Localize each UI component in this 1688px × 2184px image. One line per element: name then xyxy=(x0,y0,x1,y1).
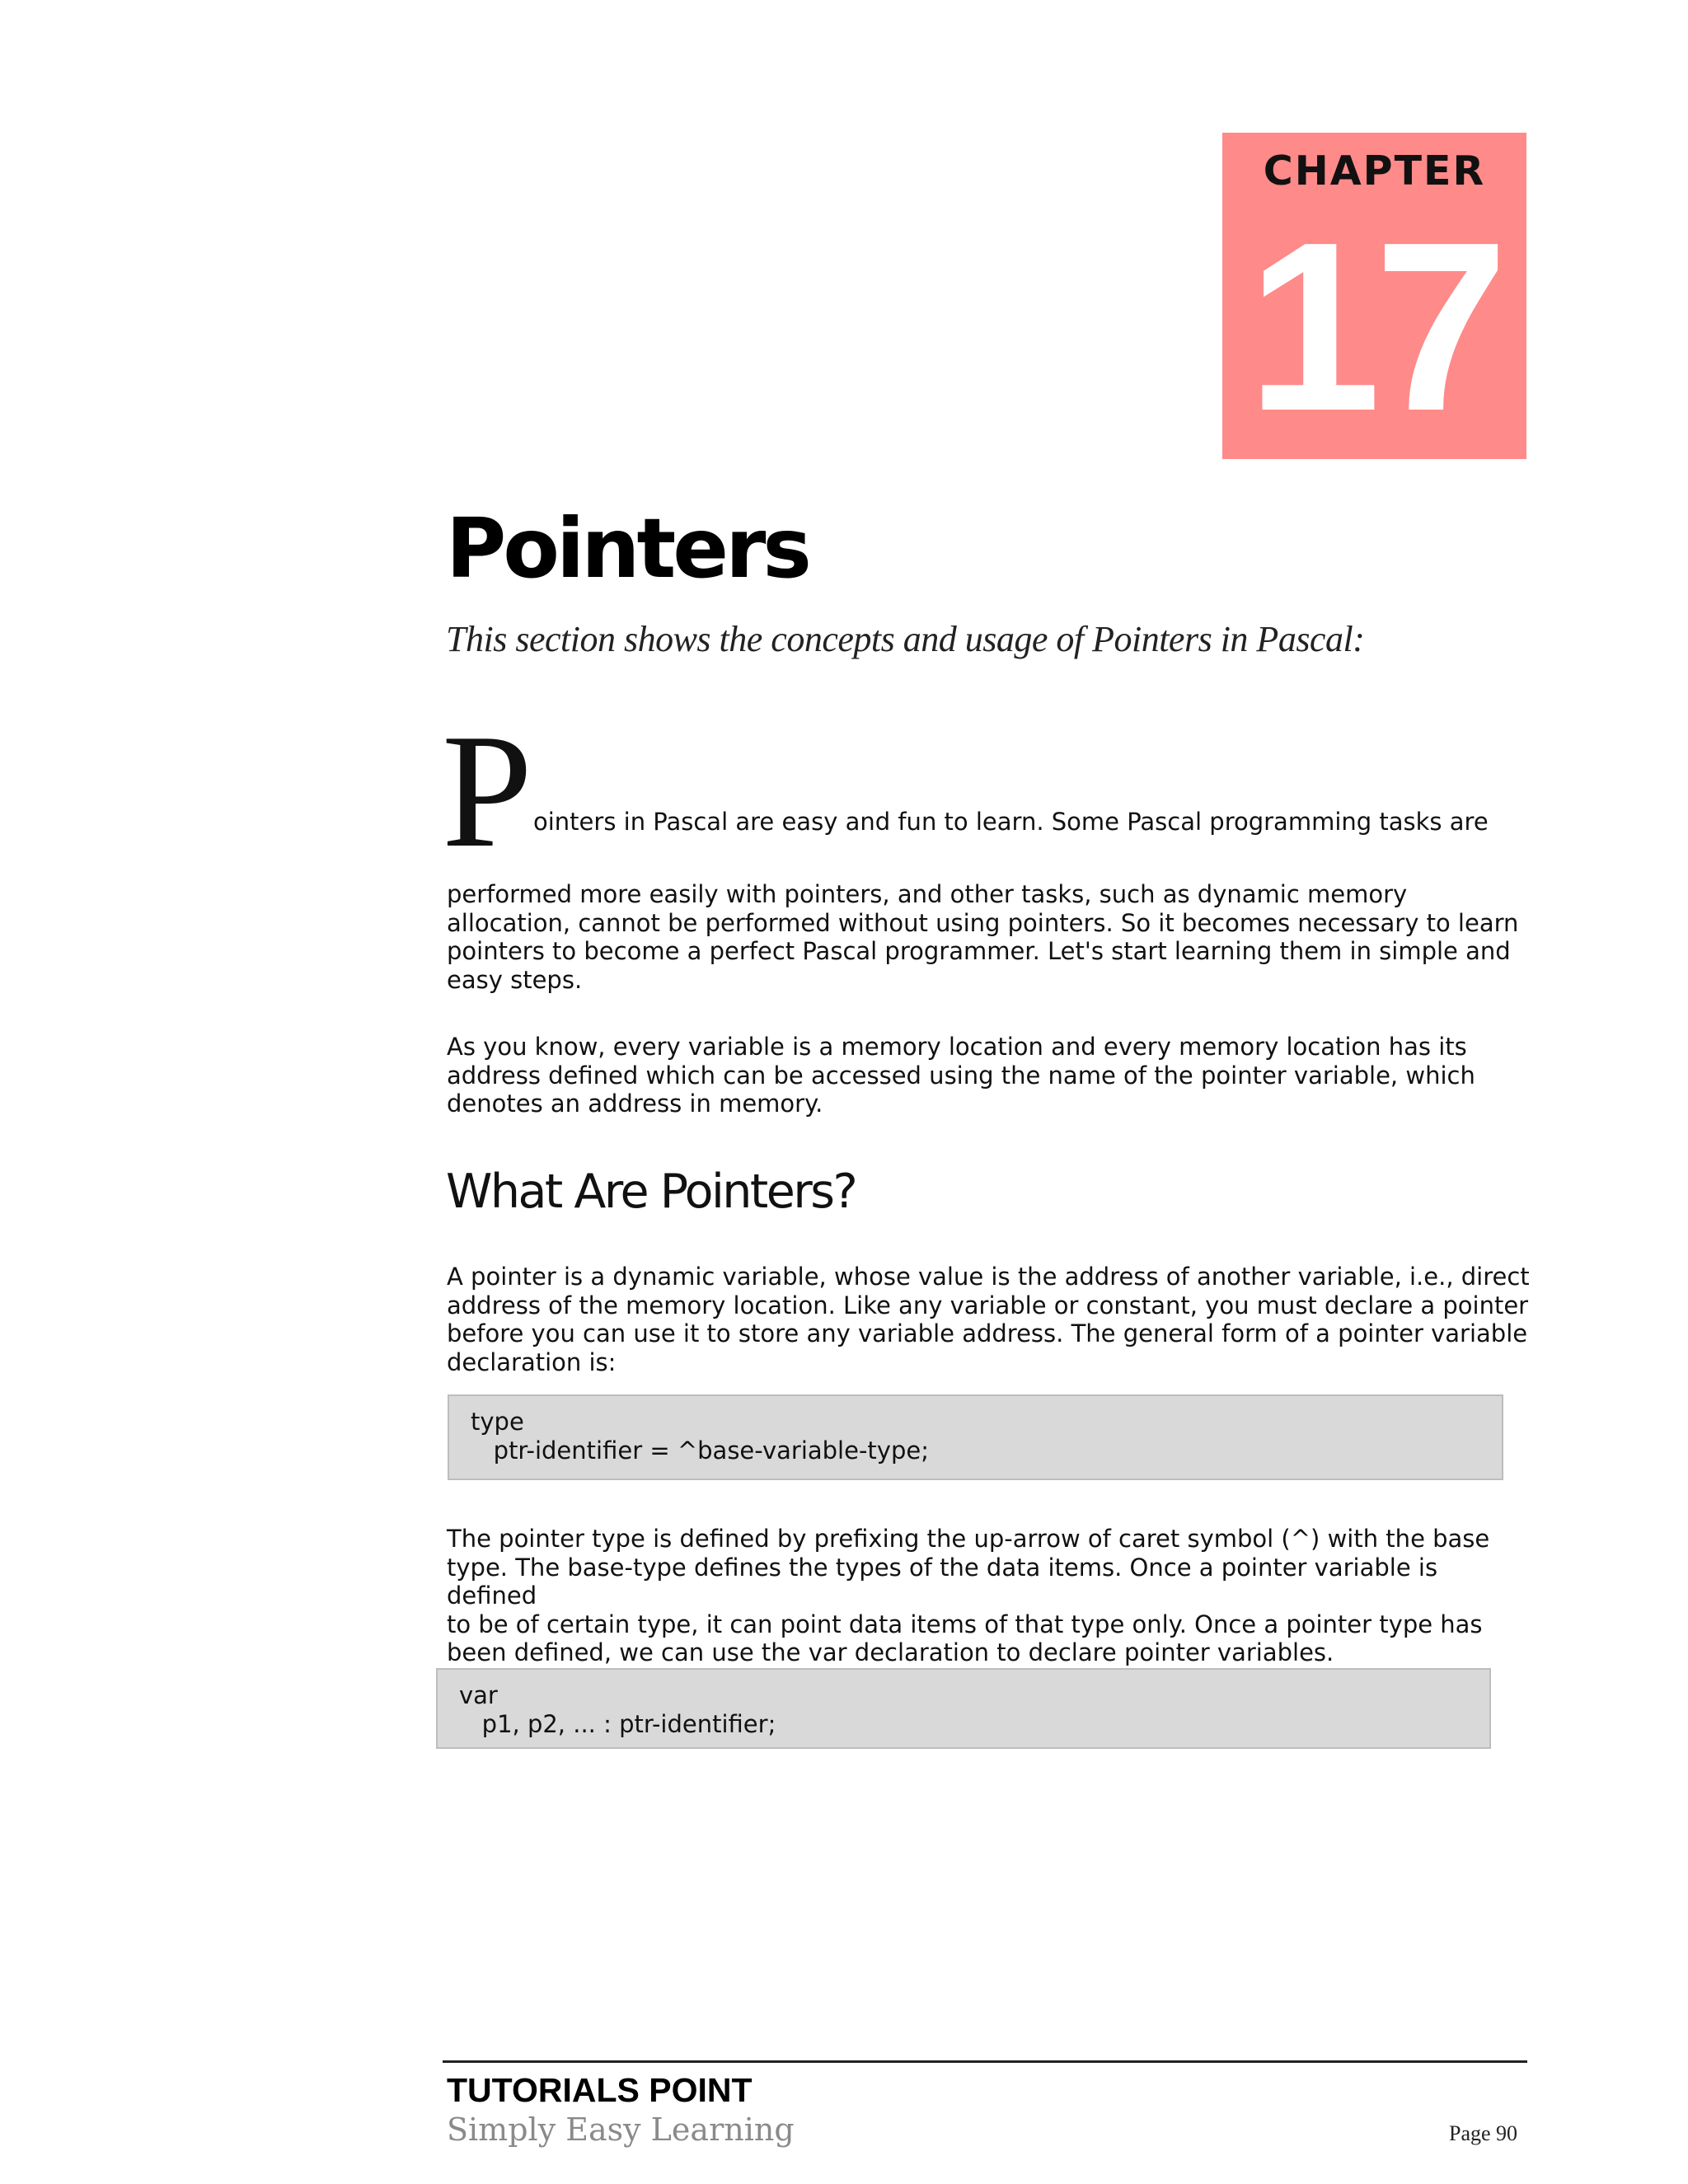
text-line: performed more easily with pointers, and other tasks, such as dynamic memory xyxy=(447,880,1408,908)
code-line: var xyxy=(459,1681,498,1709)
text-line: The pointer type is defined by prefixing the up-arrow of caret symbol (^) with the base xyxy=(447,1525,1490,1553)
text-line: A pointer is a dynamic variable, whose value is the address of another variable, i.e., direct xyxy=(447,1263,1530,1291)
text-line: been defined, we can use the var declaration to declare pointer variables. xyxy=(447,1638,1334,1666)
text-line: before you can use it to store any variable address. The general form of a pointer variable xyxy=(447,1319,1528,1347)
section-paragraph-2 xyxy=(447,1525,1535,1667)
intro-paragraph-2 xyxy=(447,1033,1535,1118)
drop-cap: P xyxy=(442,701,533,881)
text-line: As you know, every variable is a memory location and every memory location has its xyxy=(447,1033,1467,1061)
chapter-number: 17 xyxy=(1247,192,1502,459)
text-line: pointers to become a perfect Pascal programmer. Let's start learning them in simple and xyxy=(447,937,1511,965)
text-line: address of the memory location. Like any variable or constant, you must declare a pointer xyxy=(447,1291,1529,1319)
page-number: Page 90 xyxy=(1449,2121,1518,2145)
footer-rule xyxy=(443,2060,1527,2063)
chapter-label: CHAPTER xyxy=(1263,148,1486,194)
footer-brand: TUTORIALS POINT xyxy=(447,2071,753,2109)
text-line: easy steps. xyxy=(447,965,583,994)
section-paragraph-1 xyxy=(447,1263,1535,1376)
text-line: address defined which can be accessed using the name of the pointer variable, which xyxy=(447,1061,1475,1090)
chapter-subtitle: This section shows the concepts and usage of Pointers in Pascal: xyxy=(446,619,1365,659)
text-line: to be of certain type, it can point data items of that type only. Once a pointer type has xyxy=(447,1610,1483,1638)
text-line: denotes an address in memory. xyxy=(447,1090,823,1118)
footer-tagline: Simply Easy Learning xyxy=(447,2111,795,2148)
intro-first-line: ointers in Pascal are easy and fun to learn. Some Pascal programming tasks are xyxy=(533,808,1489,836)
code-block-type xyxy=(448,1394,1503,1480)
section-heading: What Are Pointers? xyxy=(446,1165,856,1219)
code-block-var xyxy=(436,1668,1491,1749)
text-line: declaration is: xyxy=(447,1347,617,1376)
chapter-badge xyxy=(1222,133,1526,459)
intro-paragraph-1 xyxy=(447,880,1535,994)
text-line: type. The base-type defines the types of the data items. Once a pointer variable is defined xyxy=(447,1553,1438,1610)
code-line: p1, p2, ... : ptr-identifier; xyxy=(459,1710,776,1738)
text-line: allocation, cannot be performed without using pointers. So it becomes necessary to learn xyxy=(447,908,1519,937)
chapter-title: Pointers xyxy=(446,500,809,597)
code-line: ptr-identifier = ^base-variable-type; xyxy=(471,1436,929,1465)
code-line: type xyxy=(471,1408,524,1436)
